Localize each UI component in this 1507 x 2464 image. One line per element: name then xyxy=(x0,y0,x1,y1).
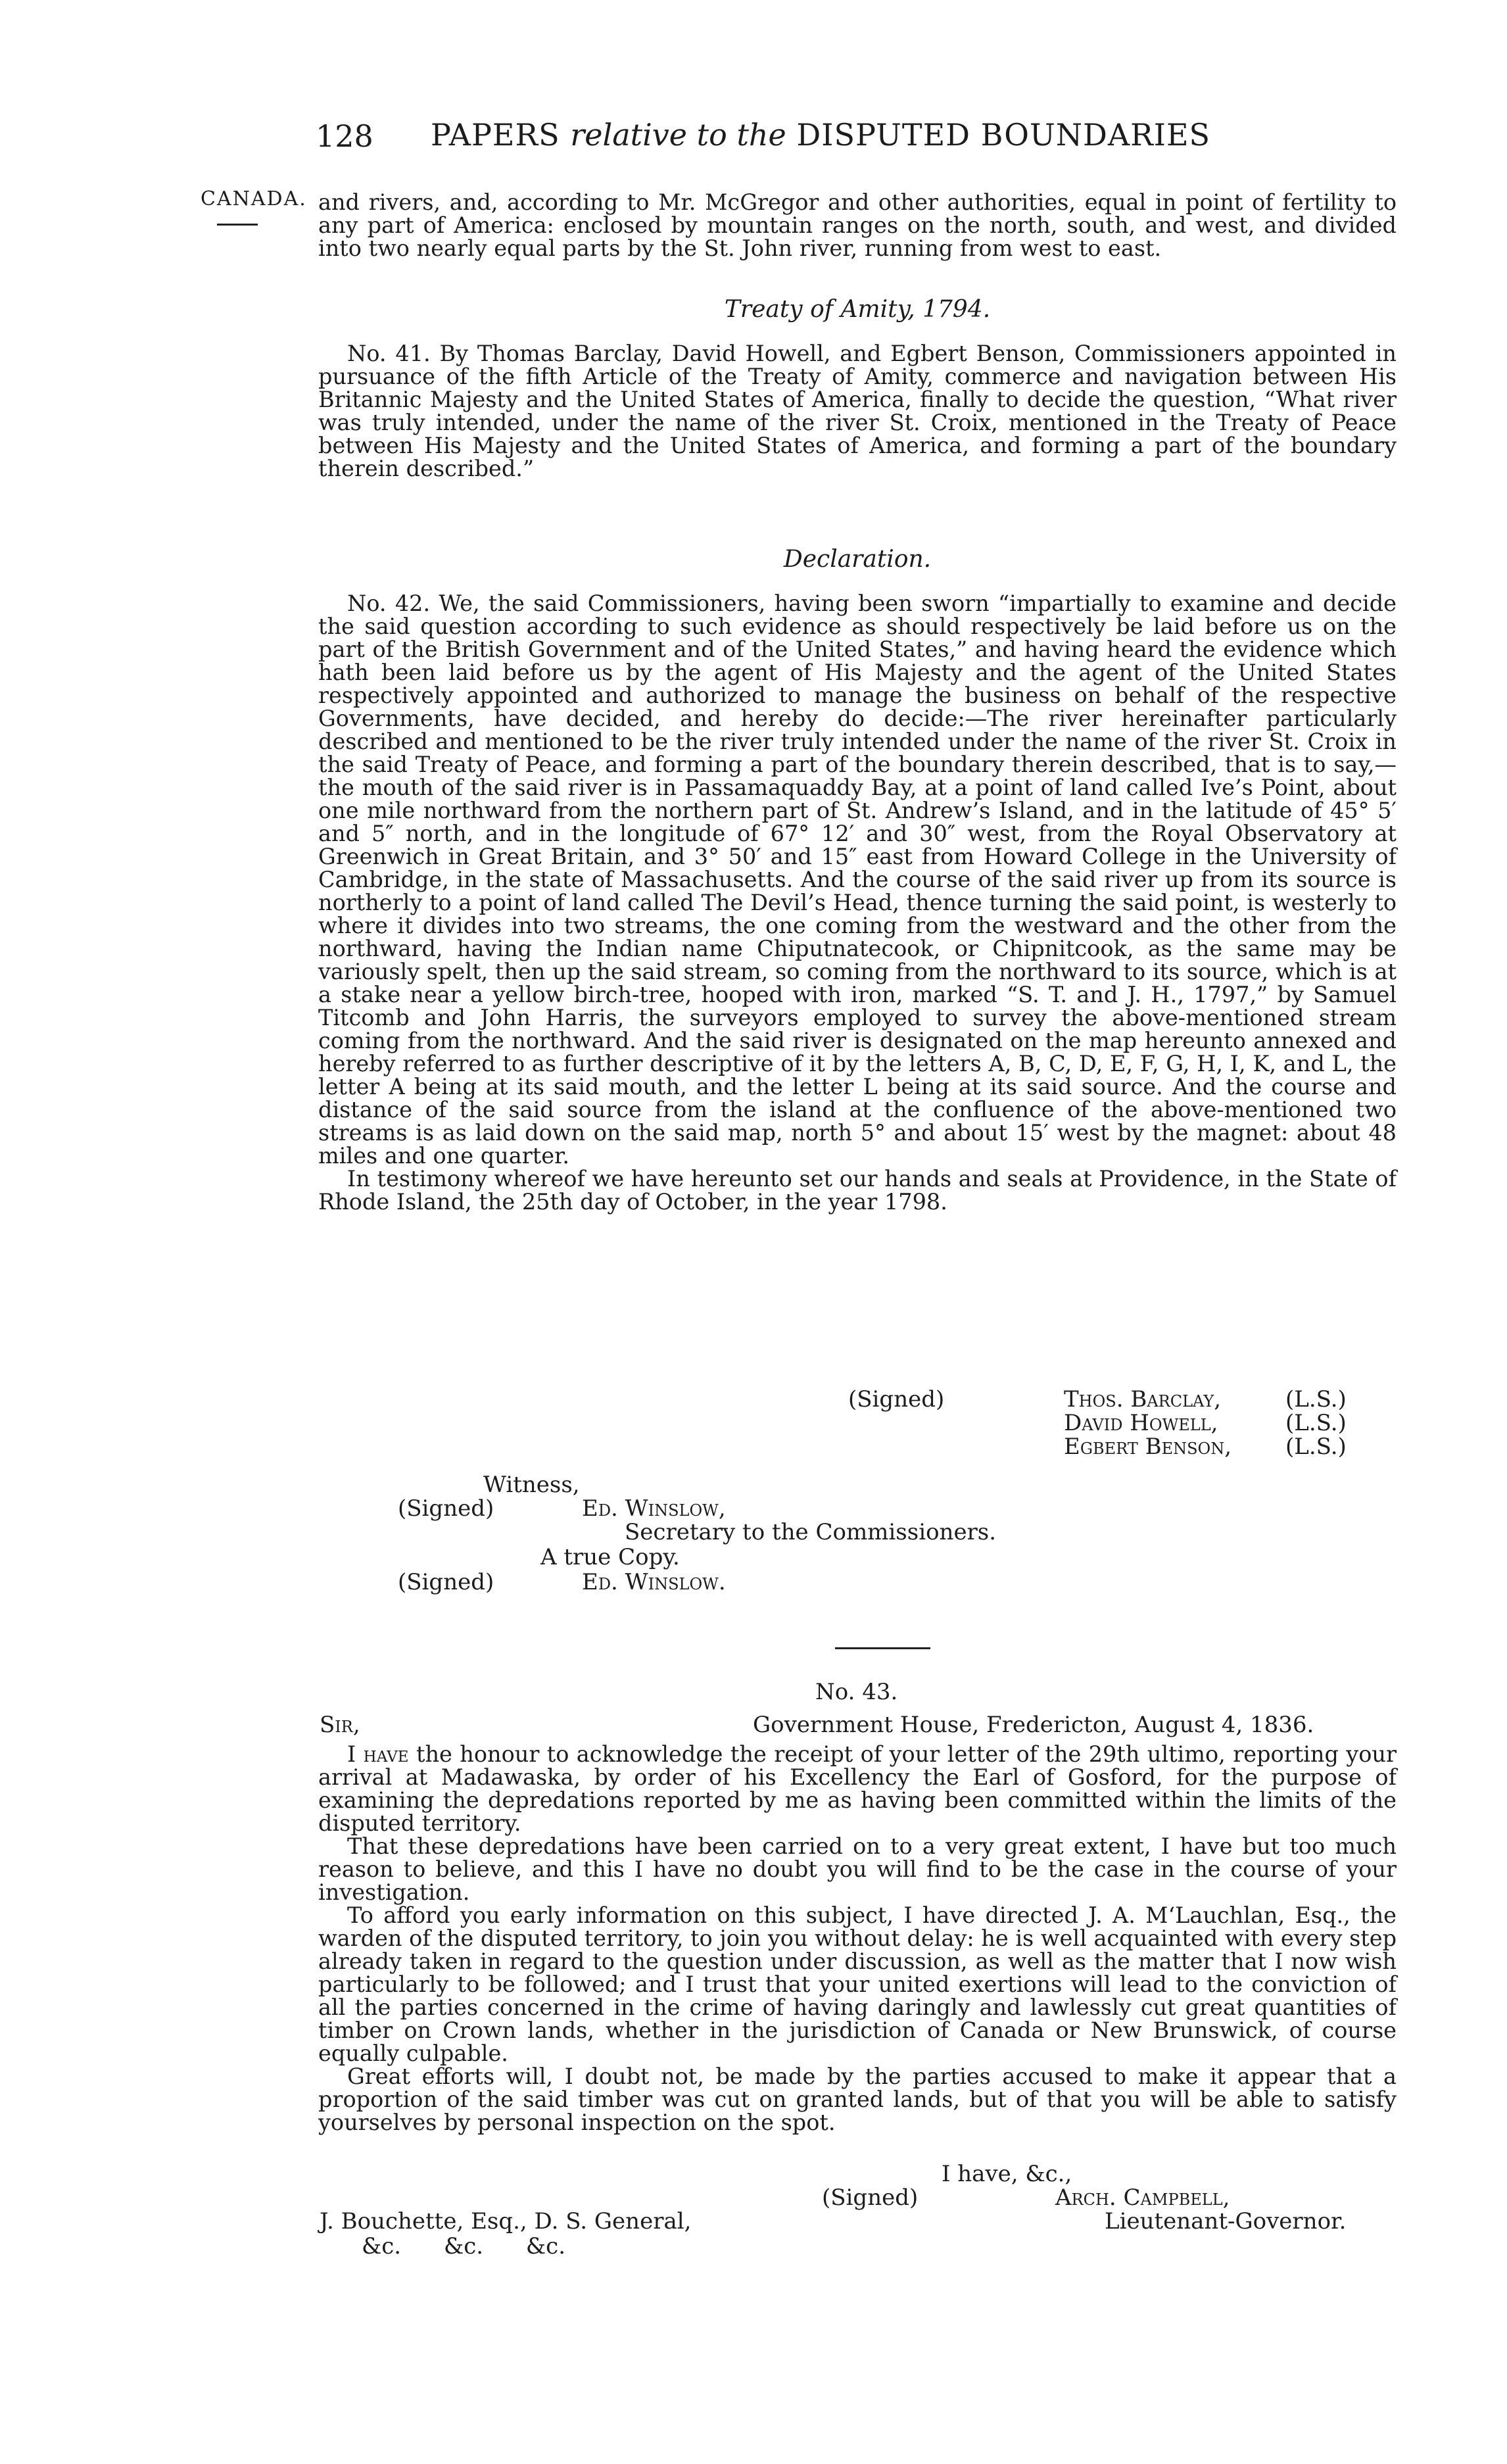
treaty-heading-wrap xyxy=(318,296,1397,323)
true-copy-name: Ed. Winslow. xyxy=(582,1569,726,1595)
letter-paragraph-3: To afford you early information on this subject, I have directed J. A. M‘Lauchlan, Esq., the warden of the disputed territory, to join you without delay: he is well acquainted with every step already taken in regard to the question under discussion, as well as the matter that I now wish particularly to be followed; and I trust that your united exertions will lead to the conviction of all the parties concerned in the crime of having daringly and lawlessly cut great quantities of timber on Crown lands, whether in the jurisdiction of Canada or New Brunswick, of course equally culpable. xyxy=(318,1902,1397,2066)
letter-closing: I have, &c., xyxy=(942,2161,1072,2187)
signature-benson: Egbert Benson, xyxy=(1064,1434,1232,1460)
letter-signed-label: (Signed) xyxy=(822,2185,919,2211)
no41-paragraph: No. 41. By Thomas Barclay, David Howell, and Egbert Benson, Commissioners appointed in pursuance of the fifth Article of the Treaty of Amity, commerce and navigation between His Britannic Majesty and the United States of America, finally to decide the question, “What river was truly intended, under the name of the river St. Croix, mentioned in the Treaty of Peace between His Majesty and the United States of America, and forming a part of the boundary therein described.” xyxy=(318,341,1397,481)
header-title-prefix: PAPERS xyxy=(431,117,560,153)
margin-label: CANADA. xyxy=(201,187,307,210)
treaty-heading: Treaty of Amity, 1794. xyxy=(724,296,991,323)
declaration-heading-wrap xyxy=(318,546,1397,573)
header-title-italic: relative to the xyxy=(570,117,786,153)
letter-salutation: Sir, xyxy=(320,1712,360,1738)
letter-signer: Arch. Campbell, xyxy=(1055,2185,1230,2211)
intro-paragraph: and rivers, and, according to Mr. McGregor and other authorities, equal in point of fertility to any part of America: enclosed by mountain ranges on the north, south, and west, and divided into two nearly equal parts by the St. John river, running from west to east. xyxy=(318,189,1397,261)
signature-howell: David Howell, xyxy=(1064,1410,1218,1436)
letter-paragraph-1-text: the honour to acknowledge the receipt of your letter of the 29th ultimo, reporting your arrival at Madawaska, by order of his Excellency the Earl of Gosford, for the purpose of examining the depredations reported by me as having been committed within the limits of the disputed territory. xyxy=(318,1741,1397,1836)
letter-etc: &c. &c. &c. xyxy=(362,2233,566,2259)
letter-dateline: Government House, Fredericton, August 4, 1836. xyxy=(753,1712,1314,1738)
witness-label: Witness, xyxy=(483,1472,580,1498)
letter-addressee: J. Bouchette, Esq., D. S. General, xyxy=(320,2208,692,2235)
witness-name: Ed. Winslow, xyxy=(582,1495,726,1522)
running-header xyxy=(431,117,1210,153)
no41-section xyxy=(318,342,1397,480)
no42-paragraph: No. 42. We, the said Commissioners, having been sworn “impartially to examine and decide the said question according to such evidence as should respectively be laid before us on the part of the British Government and of the United States,” and having heard the evidence which hath been laid before us by the agent of His Majesty and the agent of the United States respectively appointed and authorized to manage the business on behalf of the respective Governments, have decided, and hereby do decide:—The river hereinafter particularly described and mentioned to be the river truly intended under the name of the river St. Croix in the said Treaty of Peace, and forming a part of the boundary therein described, that is to say,—the mouth of the said river is in Passamaquaddy Bay, at a point of land called Ive’s Point, about one mile northward from the northern part of St. Andrew’s Island, and in the latitude of 45° 5′ and 5″ north, and in the longitude of 67° 12′ and 30″ west, from the Royal Observatory at Greenwich in Great Britain, and 3° 50′ and 15″ east from Howard College in the University of Cambridge, in the state of Massachusetts. And the course of the said river up from its source is northerly to a point of land called The Devil’s Head, thence turning the said point, is westerly to where it divides into two streams, the one coming from the westward and the other from the northward, having the Indian name Chiputnatecook, or Chipnitcook, as the same may be variously spelt, then up the said stream, so coming from the northward to its source, which is at a stake near a yellow birch-tree, hooped with iron, marked “S. T. and J. H., 1797,” by Samuel Titcomb and John Harris, the surveyors employed to survey the above-mentioned stream coming from the northward. And the said river is designated on the map hereunto annexed and hereby referred to as further descriptive of it by the letters A, B, C, D, E, F, G, H, I, K, and L, the letter A being at its said mouth, and the letter L being at its said source. And the course and distance of the said source from the island at the confluence of the above-mentioned two streams is as laid down on the said map, north 5° and about 15′ west by the magnet: about 48 miles and one quarter. xyxy=(318,591,1397,1169)
commission-signed-label: (Signed) xyxy=(848,1386,945,1413)
witness-role: Secretary to the Commissioners. xyxy=(625,1519,997,1545)
seal-3: (L.S.) xyxy=(1285,1434,1347,1460)
declaration-heading: Declaration. xyxy=(783,546,932,573)
true-copy-signed-label: (Signed) xyxy=(398,1569,494,1595)
letter-lead-words: I have xyxy=(347,1741,409,1767)
letter-body xyxy=(318,1743,1397,2134)
true-copy: A true Copy. xyxy=(540,1544,680,1570)
testimony-paragraph: In testimony whereof we have hereunto set our hands and seals at Providence, in the State of Rhode Island, the 25th day of October, in the year 1798. xyxy=(318,1166,1397,1215)
section-divider xyxy=(835,1647,930,1649)
letter-paragraph-2: That these depredations have been carried on to a very great extent, I have but too much reason to believe, and this I have no doubt you will find to be the case in the course of your investigation. xyxy=(318,1833,1397,1905)
signature-barclay: Thos. Barclay, xyxy=(1064,1386,1222,1413)
seal-1: (L.S.) xyxy=(1285,1386,1347,1413)
letter-paragraph-4: Great efforts will, I doubt not, be made by the parties accused to make it appear that a proportion of the said timber was cut on granted lands, but of that you will be able to satisfy yourselves by personal inspection on the spot. xyxy=(318,2064,1397,2135)
letter-paragraph-1 xyxy=(318,1743,1397,1835)
no42-section xyxy=(318,592,1397,1213)
witness-signed-label: (Signed) xyxy=(398,1495,494,1522)
letter-number: No. 43. xyxy=(815,1679,898,1705)
seal-2: (L.S.) xyxy=(1285,1410,1347,1436)
page-number: 128 xyxy=(316,118,373,154)
letter-signer-title: Lieutenant-Governor. xyxy=(1105,2208,1347,2235)
header-title-suffix: DISPUTED BOUNDARIES xyxy=(796,117,1211,153)
margin-dash xyxy=(217,224,258,226)
intro-section xyxy=(318,191,1397,260)
